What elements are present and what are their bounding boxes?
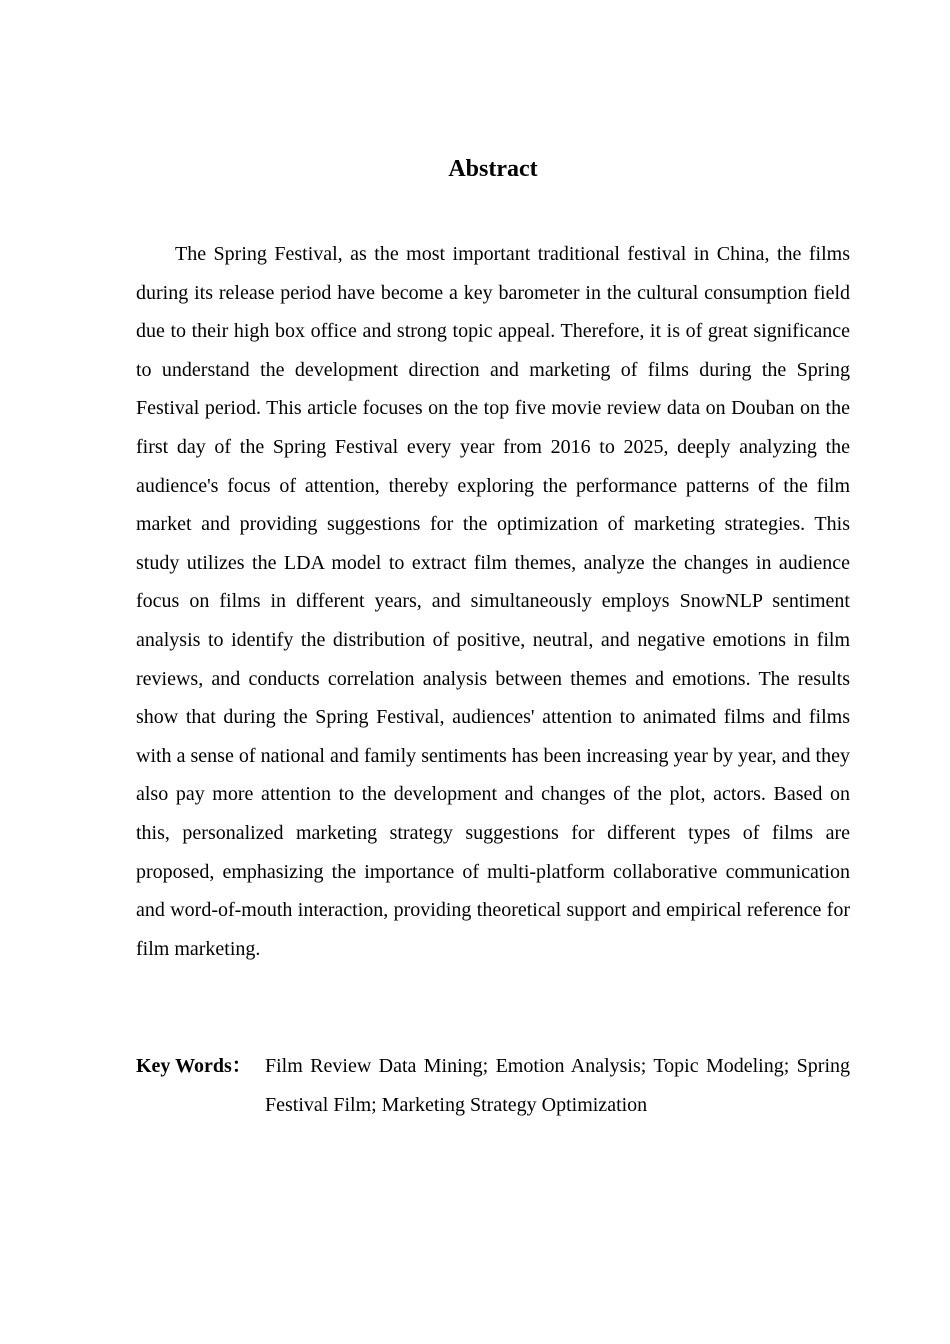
keywords-label: Key Words： (136, 1055, 252, 1077)
keywords-section (136, 1047, 850, 1124)
abstract-title: Abstract (448, 156, 538, 182)
keywords-text: Film Review Data Mining; Emotion Analysis; Topic Modeling; Spring Festival Film; Marketing Strategy Optimization (265, 1055, 850, 1116)
abstract-body: The Spring Festival, as the most important traditional festival in China, the films during its release period have become a key barometer in the cultural consumption field due to their high box office and strong topic appeal. Therefore, it is of great significance to understand the development direction and marketing of films during the Spring Festival period. This article focuses on the top five movie review data on Douban on the first day of the Spring Festival every year from 2016 to 2025, deeply analyzing the audience's focus of attention, thereby exploring the performance patterns of the film market and providing suggestions for the optimization of marketing strategies. This study utilizes the LDA model to extract film themes, analyze the changes in audience focus on films in different years, and simultaneously employs SnowNLP sentiment analysis to identify the distribution of positive, neutral, and negative emotions in film reviews, and conducts correlation analysis between themes and emotions. The results show that during the Spring Festival, audiences' attention to animated films and films with a sense of national and family sentiments has been increasing year by year, and they also pay more attention to the development and changes of the plot, actors. Based on this, personalized marketing strategy suggestions for different types of films are proposed, emphasizing the importance of multi-platform collaborative communication and word-of-mouth interaction, providing theoretical support and empirical reference for film marketing. (136, 243, 850, 960)
